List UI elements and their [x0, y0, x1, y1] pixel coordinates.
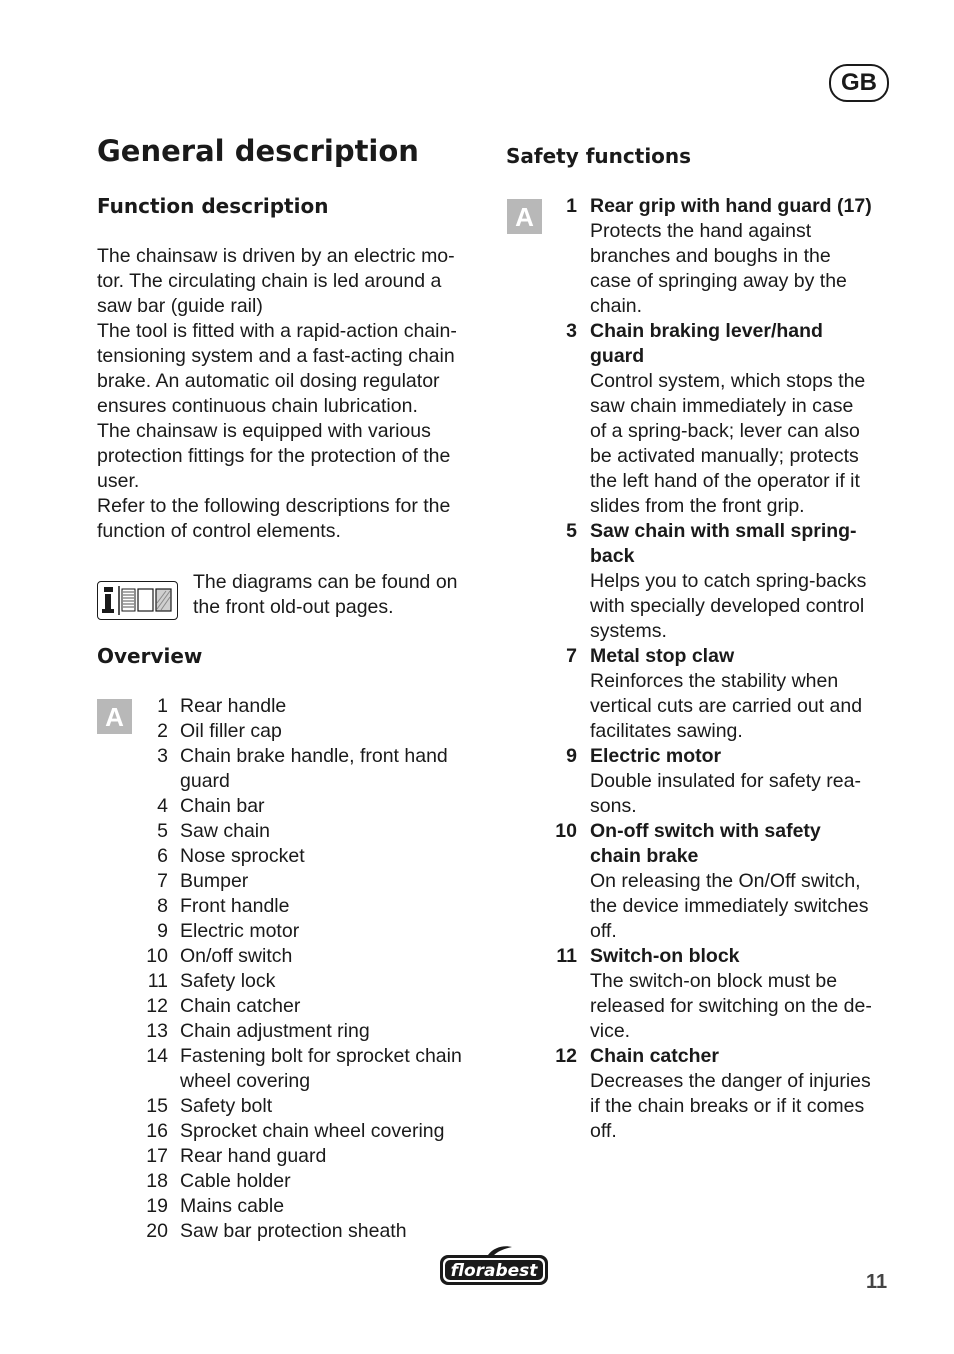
text-line: Reinforces the stability when: [590, 670, 839, 692]
text-line: systems.: [590, 620, 667, 642]
figure-marker-a: A: [97, 699, 132, 734]
item-label: Safety lock: [180, 970, 276, 992]
item-body: [590, 519, 866, 644]
text-line: facilitates sawing.: [590, 720, 743, 742]
item-label: On/off switch: [180, 945, 293, 967]
item-label: Front handle: [180, 895, 290, 917]
item-number: 3: [157, 745, 168, 767]
list-item: [97, 869, 497, 894]
text-line: be activated manually; protects: [590, 445, 859, 467]
text-line: of a spring-back; lever can also: [590, 420, 860, 442]
logo-text: florabest: [450, 1261, 538, 1281]
info-note-text: [193, 570, 458, 620]
info-book-icon: [97, 581, 178, 620]
item-title: Chain braking lever/hand: [590, 320, 823, 342]
text-line: saw bar (guide rail): [97, 295, 263, 317]
item-label: Bumper: [180, 870, 249, 892]
item-number: 5: [566, 520, 577, 542]
list-item: [97, 844, 497, 869]
item-title: guard: [590, 345, 645, 367]
item-label: Chain brake handle, front hand guard: [180, 745, 448, 792]
text-line: The tool is fitted with a rapid-action chain-: [97, 320, 457, 342]
item-label: Chain bar: [180, 795, 265, 817]
item-number: 18: [146, 1170, 168, 1192]
item-number: 4: [157, 795, 168, 817]
item-number: 6: [157, 845, 168, 867]
text-line: function of control elements.: [97, 520, 341, 542]
list-item: [545, 519, 890, 644]
item-body: [590, 944, 872, 1044]
list-item: [97, 794, 497, 819]
item-number: 20: [146, 1220, 168, 1242]
text-line: the device immediately switches: [590, 895, 869, 917]
item-title: Saw chain with small spring-: [590, 520, 857, 542]
text-line: protection fittings for the protection of the: [97, 445, 451, 467]
item-number: 7: [566, 645, 577, 667]
list-item: [97, 969, 497, 994]
item-title: Switch-on block: [590, 945, 740, 967]
list-item: [97, 719, 497, 744]
text-line: Double insulated for safety rea-: [590, 770, 861, 792]
item-label: Mains cable: [180, 1195, 285, 1217]
list-item: [545, 644, 890, 744]
item-number: 10: [555, 820, 577, 842]
list-item: [97, 1044, 497, 1094]
function-description-text: [97, 244, 457, 544]
item-number: 15: [146, 1095, 168, 1117]
text-line: Protects the hand against: [590, 220, 812, 242]
item-label: Safety bolt: [180, 1095, 273, 1117]
list-item: [545, 944, 890, 1044]
overview-heading: Overview: [97, 644, 203, 668]
text-line: sons.: [590, 795, 637, 817]
list-item: [97, 1019, 497, 1044]
item-number: 2: [157, 720, 168, 742]
page-title: General description: [97, 134, 419, 168]
item-number: 8: [157, 895, 168, 917]
item-label: Chain adjustment ring: [180, 1020, 370, 1042]
text-line: The chainsaw is driven by an electric mo-: [97, 245, 455, 267]
item-title: Metal stop claw: [590, 645, 735, 667]
text-line: case of springing away by the: [590, 270, 847, 292]
text-line: Refer to the following descriptions for the: [97, 495, 451, 517]
item-title: back: [590, 545, 635, 567]
text-line: released for switching on the de-: [590, 995, 872, 1017]
item-number: 17: [146, 1145, 168, 1167]
overview-list: [97, 694, 497, 1244]
item-label: Rear hand guard: [180, 1145, 327, 1167]
item-label: Cable holder: [180, 1170, 291, 1192]
text-line: The diagrams can be found on: [193, 571, 458, 593]
list-item: [97, 744, 497, 794]
text-line: the front old-out pages.: [193, 596, 394, 618]
safety-functions-heading: Safety functions: [506, 144, 692, 168]
text-line: The chainsaw is equipped with various: [97, 420, 431, 442]
item-label: Nose sprocket: [180, 845, 305, 867]
list-item: [97, 1144, 497, 1169]
list-item: [97, 1169, 497, 1194]
item-label: Saw bar protection sheath: [180, 1220, 407, 1242]
item-label: Saw chain: [180, 820, 270, 842]
item-number: 1: [566, 195, 577, 217]
text-line: vertical cuts are carried out and: [590, 695, 863, 717]
text-line: if the chain breaks or if it comes: [590, 1095, 865, 1117]
figure-marker-a: A: [507, 199, 542, 234]
item-label: Rear handle: [180, 695, 287, 717]
text-line: tor. The circulating chain is led around a: [97, 270, 442, 292]
item-number: 19: [146, 1195, 168, 1217]
text-line: Control system, which stops the: [590, 370, 866, 392]
item-title: Electric motor: [590, 745, 722, 767]
list-item: [97, 1094, 497, 1119]
list-item: [545, 1044, 890, 1144]
list-item: [545, 194, 890, 319]
text-line: saw chain immediately in case: [590, 395, 854, 417]
list-item: [97, 819, 497, 844]
item-number: 9: [566, 745, 577, 767]
text-line: chain.: [590, 295, 643, 317]
item-body: [590, 819, 869, 944]
item-body: [590, 744, 861, 819]
item-number: 16: [146, 1120, 168, 1142]
item-body: [590, 194, 872, 319]
list-item: [97, 894, 497, 919]
text-line: off.: [590, 920, 617, 942]
item-number: 14: [146, 1045, 168, 1067]
item-number: 13: [146, 1020, 168, 1042]
list-item: [545, 319, 890, 519]
list-item: [545, 744, 890, 819]
item-number: 11: [147, 970, 168, 992]
item-label: Fastening bolt for sprocket chain wheel covering: [180, 1045, 462, 1092]
page-number: 11: [866, 1271, 888, 1293]
function-description-heading: Function description: [97, 194, 329, 218]
item-body: [590, 644, 862, 744]
text-line: slides from the front grip.: [590, 495, 805, 517]
item-number: 5: [157, 820, 168, 842]
list-item: [97, 994, 497, 1019]
list-item: [97, 944, 497, 969]
item-title: On-off switch with safety: [590, 820, 821, 842]
florabest-logo: [438, 1245, 550, 1287]
list-item: [97, 1119, 497, 1144]
item-label: Oil filler cap: [180, 720, 282, 742]
list-item: [97, 919, 497, 944]
item-number: 1: [157, 695, 168, 717]
item-body: [590, 319, 865, 519]
item-label: Electric motor: [180, 920, 300, 942]
list-item: [97, 694, 497, 719]
text-line: off.: [590, 1120, 617, 1142]
text-line: The switch-on block must be: [590, 970, 838, 992]
text-line: with specially developed control: [590, 595, 865, 617]
list-item: [545, 819, 890, 944]
text-line: user.: [97, 470, 140, 492]
item-number: 10: [146, 945, 168, 967]
item-number: 9: [157, 920, 168, 942]
text-line: On releasing the On/Off switch,: [590, 870, 861, 892]
language-badge: GB: [829, 64, 889, 102]
text-line: the left hand of the operator if it: [590, 470, 860, 492]
list-item: [97, 1219, 497, 1244]
text-line: ensures continuous chain lubrication.: [97, 395, 418, 417]
safety-functions-list: [545, 194, 890, 1144]
item-title: Rear grip with hand guard (17): [590, 195, 872, 217]
item-number: 12: [146, 995, 168, 1017]
item-number: 7: [157, 870, 168, 892]
item-number: 11: [556, 945, 577, 967]
text-line: brake. An automatic oil dosing regulator: [97, 370, 440, 392]
text-line: Helps you to catch spring-backs: [590, 570, 867, 592]
text-line: vice.: [590, 1020, 631, 1042]
text-line: Decreases the danger of injuries: [590, 1070, 871, 1092]
text-line: branches and boughs in the: [590, 245, 831, 267]
item-number: 3: [566, 320, 577, 342]
item-title: Chain catcher: [590, 1045, 719, 1067]
item-title: chain brake: [590, 845, 699, 867]
item-label: Sprocket chain wheel covering: [180, 1120, 445, 1142]
item-label: Chain catcher: [180, 995, 301, 1017]
text-line: tensioning system and a fast-acting chain: [97, 345, 455, 367]
item-number: 12: [555, 1045, 577, 1067]
list-item: [97, 1194, 497, 1219]
item-body: [590, 1044, 871, 1144]
